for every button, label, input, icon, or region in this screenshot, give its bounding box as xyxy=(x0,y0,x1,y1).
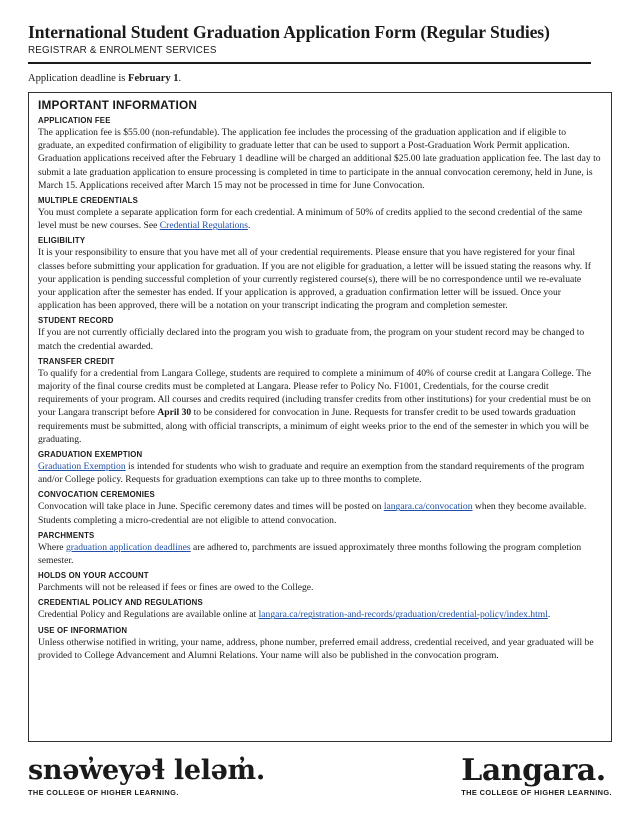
footer-logos xyxy=(28,752,612,812)
logo-tagline: THE COLLEGE OF HIGHER LEARNING. xyxy=(461,788,612,797)
deadline-prefix: Application deadline is xyxy=(28,73,129,84)
section-eligibility xyxy=(38,236,601,312)
section-text: Unless otherwise notified in writing, your name, address, phone number, preferred email address, credential received, and year graduated will be provided to College Advancement and Alumni Relations. Your name will also be published in the convocation program. xyxy=(38,636,594,661)
section-heading: CREDENTIAL POLICY AND REGULATIONS xyxy=(38,598,203,608)
section-application-fee xyxy=(38,116,601,192)
credential-regulations-link[interactable]: Credential Regulations xyxy=(159,220,248,232)
section-heading: STUDENT RECORD xyxy=(38,316,114,326)
section-text xyxy=(38,367,601,446)
section-text: The application fee is $55.00 (non-refundable). The application fee includes the processing of the graduation application and if eligible to graduate, an expedited confirmation of eligibility to graduate letter that can be used to support a Post-Graduation Work Permit application. Graduation applications received after the February 1 deadline will be charged an additional $25.00 late graduation application fee. The last day to submit a late graduation application to ensure processing is completed in time to participate in the annual convocation ceremony, held in June, is March 15. Applications received after March 15 may not be processed in time for June Convocation. xyxy=(38,127,601,191)
section-text-part: to be considered for convocation in June. Requests for transfer credit to be used towards graduation requirements must be submitted, along with official transcripts, a minimum of eight weeks prior to the end of the semester in which you will be graduating. xyxy=(38,407,589,445)
section-text: It is your responsibility to ensure that you have met all of your credential requirements. Please ensure that you have registered for your final classes before submitting your application for graduation. If you are not eligible for graduation, a letter will be issued stating the reasons why. If your application is pending successful completion of your currently registered course(s), there will be no correspondence until we re-evaluate your application after the semester has ended. If your application is approved, a graduation confirmation letter will be issued. Once your application has been approved, there will be a notation on your transcript indicating the program and completion semester. xyxy=(38,247,591,312)
application-deadline xyxy=(28,73,612,84)
section-parchments xyxy=(38,531,601,567)
department-subtitle: REGISTRAR & ENROLMENT SERVICES xyxy=(28,45,217,56)
section-transfer-credit xyxy=(38,357,601,446)
langara-logo xyxy=(461,753,612,797)
section-multiple-credentials xyxy=(38,196,601,232)
section-heading: PARCHMENTS xyxy=(38,530,95,540)
form-header xyxy=(28,22,612,84)
section-heading: CONVOCATION CEREMONIES xyxy=(38,490,155,500)
section-heading: TRANSFER CREDIT xyxy=(38,356,115,366)
section-graduation-exemption xyxy=(38,450,601,486)
section-text-part: To qualify for a credential from Langara College, students are required to complete a minimum of 40% of course credit at Langara College. The majority of the final course credits must be completed at Langara. Please refer to Policy No. F1001, Credentials, for the course credit requirements of your program. All courses and credits required (including transfer credits from other institutions) for your credential must be on your Langara transcript before xyxy=(38,367,591,419)
section-text-part: Credential Policy and Regulations are available online at xyxy=(38,609,259,621)
section-credential-policy xyxy=(38,598,601,621)
section-text-part: is intended for students who wish to graduate and require an exemption from the standard requirements of the program and/or College policy. Requests for graduation exemptions can take up to three months to complete. xyxy=(38,461,585,486)
graduation-deadlines-link[interactable]: graduation application deadlines xyxy=(65,541,191,553)
section-convocation xyxy=(38,490,601,526)
logo-wordmark: snəw̓eyəɬ leləm̓. xyxy=(28,755,265,786)
deadline-date: February 1 xyxy=(128,73,179,84)
section-text xyxy=(38,206,601,232)
section-heading: ELIGIBILITY xyxy=(38,236,86,246)
section-text-part: You must complete a separate application form for each credential. A minimum of 50% of credits applied to the second credential of the same level must be new courses. See xyxy=(38,207,583,232)
section-use-of-information xyxy=(38,626,601,662)
graduation-exemption-link[interactable]: Graduation Exemption xyxy=(38,461,126,473)
section-heading: GRADUATION EXEMPTION xyxy=(38,450,143,460)
section-student-record xyxy=(38,316,601,352)
logo-tagline: THE COLLEGE OF HIGHER LEARNING. xyxy=(28,788,179,797)
important-information-box xyxy=(28,92,612,742)
header-divider xyxy=(28,62,591,64)
section-text-part: are adhered to, parchments are issued approximately three months following the program completion semester. xyxy=(38,541,582,567)
transfer-deadline-date: April 30 xyxy=(157,407,192,419)
section-text-part: Where xyxy=(38,541,66,553)
section-text xyxy=(38,500,601,526)
section-text xyxy=(38,608,601,621)
section-heading: HOLDS ON YOUR ACCOUNT xyxy=(38,571,149,581)
section-text-part: . xyxy=(547,609,551,621)
section-heading: APPLICATION FEE xyxy=(38,116,111,125)
box-title: IMPORTANT INFORMATION xyxy=(38,98,198,112)
section-text: If you are not currently officially declared into the program you wish to graduate from, the program on your student record may be changed to match the credential awarded. xyxy=(38,327,585,352)
section-text-part: when they become available. Students completing a micro-credential are not eligible to attend convocation. xyxy=(38,501,587,526)
credential-policy-link[interactable]: langara.ca/registration-and-records/graduation/credential-policy/index.html xyxy=(258,609,548,621)
convocation-link[interactable]: langara.ca/convocation xyxy=(383,501,473,513)
section-text xyxy=(38,460,601,486)
deadline-suffix: . xyxy=(178,73,182,84)
section-holds xyxy=(38,571,601,594)
logo-wordmark: Langara. xyxy=(461,753,606,788)
page-title: International Student Graduation Application Form (Regular Studies) xyxy=(28,22,550,42)
section-text-part: . xyxy=(247,220,251,232)
section-text: Parchments will not be released if fees or fines are owed to the College. xyxy=(38,582,314,594)
section-heading: MULTIPLE CREDENTIALS xyxy=(38,196,139,206)
section-text xyxy=(38,541,601,567)
section-heading: USE OF INFORMATION xyxy=(38,625,128,635)
indigenous-name-logo xyxy=(28,756,265,797)
section-text-part: Convocation will take place in June. Specific ceremony dates and times will be posted on xyxy=(38,501,384,513)
